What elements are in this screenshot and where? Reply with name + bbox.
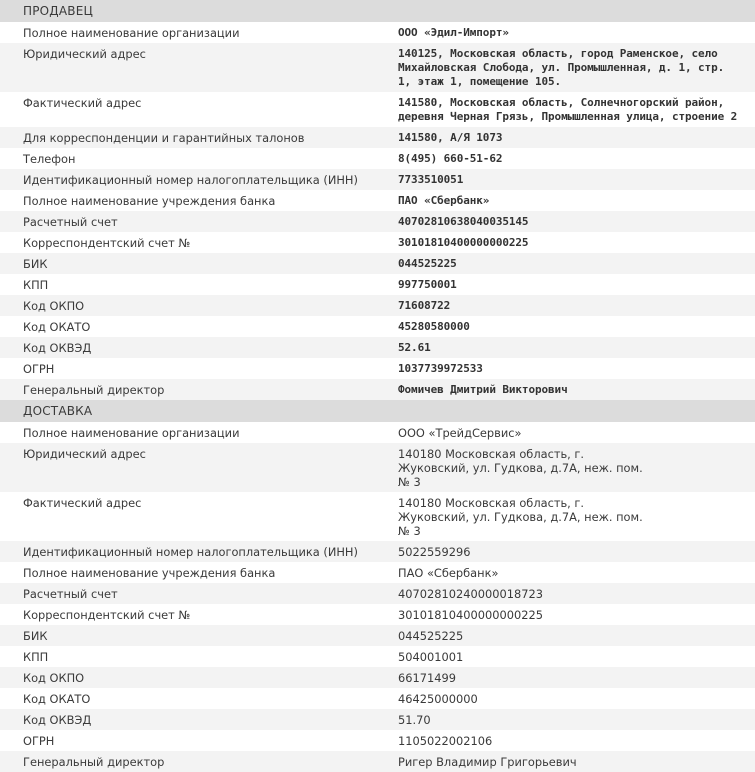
delivery-row-bik bbox=[0, 625, 755, 646]
row-value: 140180 Московская область, г. Жуковский, ул. Гудкова, д.7А, неж. пом. № 3 bbox=[398, 495, 643, 538]
row-value: 997750001 bbox=[398, 277, 457, 291]
seller-row-okpo bbox=[0, 295, 755, 316]
delivery-section bbox=[0, 422, 755, 772]
row-label: БИК bbox=[23, 256, 48, 271]
row-label: Корреспондентский счет № bbox=[23, 607, 191, 622]
seller-row-phone bbox=[0, 148, 755, 169]
row-label: КПП bbox=[23, 649, 49, 664]
row-label: Код ОКВЭД bbox=[23, 340, 92, 355]
row-value: Фомичев Дмитрий Викторович bbox=[398, 382, 568, 396]
row-value: 66171499 bbox=[398, 670, 456, 685]
delivery-row-account bbox=[0, 583, 755, 604]
seller-row-kpp bbox=[0, 274, 755, 295]
row-label: Код ОКПО bbox=[23, 670, 85, 685]
seller-row-corr-account bbox=[0, 232, 755, 253]
seller-row-legal-address bbox=[0, 43, 755, 92]
row-value: ПАО «Сбербанк» bbox=[398, 565, 499, 580]
row-value: 46425000000 bbox=[398, 691, 478, 706]
row-value: 044525225 bbox=[398, 628, 464, 643]
row-value: 52.61 bbox=[398, 340, 431, 354]
seller-row-actual-address bbox=[0, 92, 755, 127]
row-label: Расчетный счет bbox=[23, 214, 118, 229]
row-label: ОГРН bbox=[23, 361, 55, 376]
delivery-row-ogrn bbox=[0, 730, 755, 751]
row-value: 044525225 bbox=[398, 256, 457, 270]
delivery-row-okved bbox=[0, 709, 755, 730]
seller-row-okved bbox=[0, 337, 755, 358]
row-label: Фактический адрес bbox=[23, 95, 142, 110]
row-label: Телефон bbox=[23, 151, 76, 166]
seller-row-correspondence bbox=[0, 127, 755, 148]
delivery-row-kpp bbox=[0, 646, 755, 667]
delivery-row-director bbox=[0, 751, 755, 772]
delivery-row-actual-address bbox=[0, 492, 755, 541]
row-value: 30101810400000000225 bbox=[398, 607, 543, 622]
row-value: 1037739972533 bbox=[398, 361, 483, 375]
delivery-row-okpo bbox=[0, 667, 755, 688]
seller-row-org-name bbox=[0, 22, 755, 43]
row-label: Идентификационный номер налогоплательщика (ИНН) bbox=[23, 544, 358, 559]
seller-section bbox=[0, 22, 755, 400]
row-label: Полное наименование учреждения банка bbox=[23, 565, 276, 580]
row-label: Генеральный директор bbox=[23, 382, 165, 397]
seller-row-okato bbox=[0, 316, 755, 337]
delivery-row-legal-address bbox=[0, 443, 755, 492]
row-label: Юридический адрес bbox=[23, 46, 146, 61]
row-label: Полное наименование учреждения банка bbox=[23, 193, 276, 208]
row-label: Юридический адрес bbox=[23, 446, 146, 461]
row-value: 30101810400000000225 bbox=[398, 235, 529, 249]
row-label: КПП bbox=[23, 277, 49, 292]
row-value: 5022559296 bbox=[398, 544, 471, 559]
seller-section-header: ПРОДАВЕЦ bbox=[0, 0, 755, 22]
seller-row-account bbox=[0, 211, 755, 232]
row-label: Идентификационный номер налогоплательщика (ИНН) bbox=[23, 172, 358, 187]
row-value: 140180 Московская область, г. Жуковский, ул. Гудкова, д.7А, неж. пом. № 3 bbox=[398, 446, 643, 489]
row-value: 7733510051 bbox=[398, 172, 464, 186]
row-label: Генеральный директор bbox=[23, 754, 165, 769]
row-value: 141580, Московская область, Солнечногорский район, деревня Черная Грязь, Промышленная улица, строение 2 bbox=[398, 95, 738, 123]
row-label: Фактический адрес bbox=[23, 495, 142, 510]
delivery-row-corr-account bbox=[0, 604, 755, 625]
row-value: 504001001 bbox=[398, 649, 464, 664]
delivery-row-okato bbox=[0, 688, 755, 709]
delivery-section-header: ДОСТАВКА bbox=[0, 400, 755, 422]
row-value: 45280580000 bbox=[398, 319, 470, 333]
delivery-row-inn bbox=[0, 541, 755, 562]
row-value: 71608722 bbox=[398, 298, 451, 312]
row-value: 40702810638040035145 bbox=[398, 214, 529, 228]
row-value: 141580, А/Я 1073 bbox=[398, 130, 503, 144]
delivery-row-bank bbox=[0, 562, 755, 583]
row-value: Ригер Владимир Григорьевич bbox=[398, 754, 577, 769]
row-value: ПАО «Сбербанк» bbox=[398, 193, 490, 207]
row-value: ООО «ТрейдСервис» bbox=[398, 425, 522, 440]
seller-row-director bbox=[0, 379, 755, 400]
row-label: Полное наименование организации bbox=[23, 425, 240, 440]
seller-row-bank bbox=[0, 190, 755, 211]
row-label: Полное наименование организации bbox=[23, 25, 240, 40]
row-value: 51.70 bbox=[398, 712, 431, 727]
row-label: ОГРН bbox=[23, 733, 55, 748]
row-value: ООО «Эдил-Импорт» bbox=[398, 25, 509, 39]
row-label: Код ОКВЭД bbox=[23, 712, 92, 727]
row-value: 1105022002106 bbox=[398, 733, 493, 748]
row-label: Код ОКАТО bbox=[23, 319, 91, 334]
row-label: Код ОКПО bbox=[23, 298, 85, 313]
row-label: Расчетный счет bbox=[23, 586, 118, 601]
seller-row-ogrn bbox=[0, 358, 755, 379]
row-value: 40702810240000018723 bbox=[398, 586, 543, 601]
row-label: Для корреспонденции и гарантийных талонов bbox=[23, 130, 305, 145]
row-label: БИК bbox=[23, 628, 48, 643]
row-label: Код ОКАТО bbox=[23, 691, 91, 706]
row-value: 140125, Московская область, город Раменское, село Михайловская Слобода, ул. Промышленная, д. 1, стр. 1, этаж 1, помещение 105. bbox=[398, 46, 725, 88]
delivery-row-org-name bbox=[0, 422, 755, 443]
seller-row-bik bbox=[0, 253, 755, 274]
seller-row-inn bbox=[0, 169, 755, 190]
row-value: 8(495) 660-51-62 bbox=[398, 151, 503, 165]
row-label: Корреспондентский счет № bbox=[23, 235, 191, 250]
